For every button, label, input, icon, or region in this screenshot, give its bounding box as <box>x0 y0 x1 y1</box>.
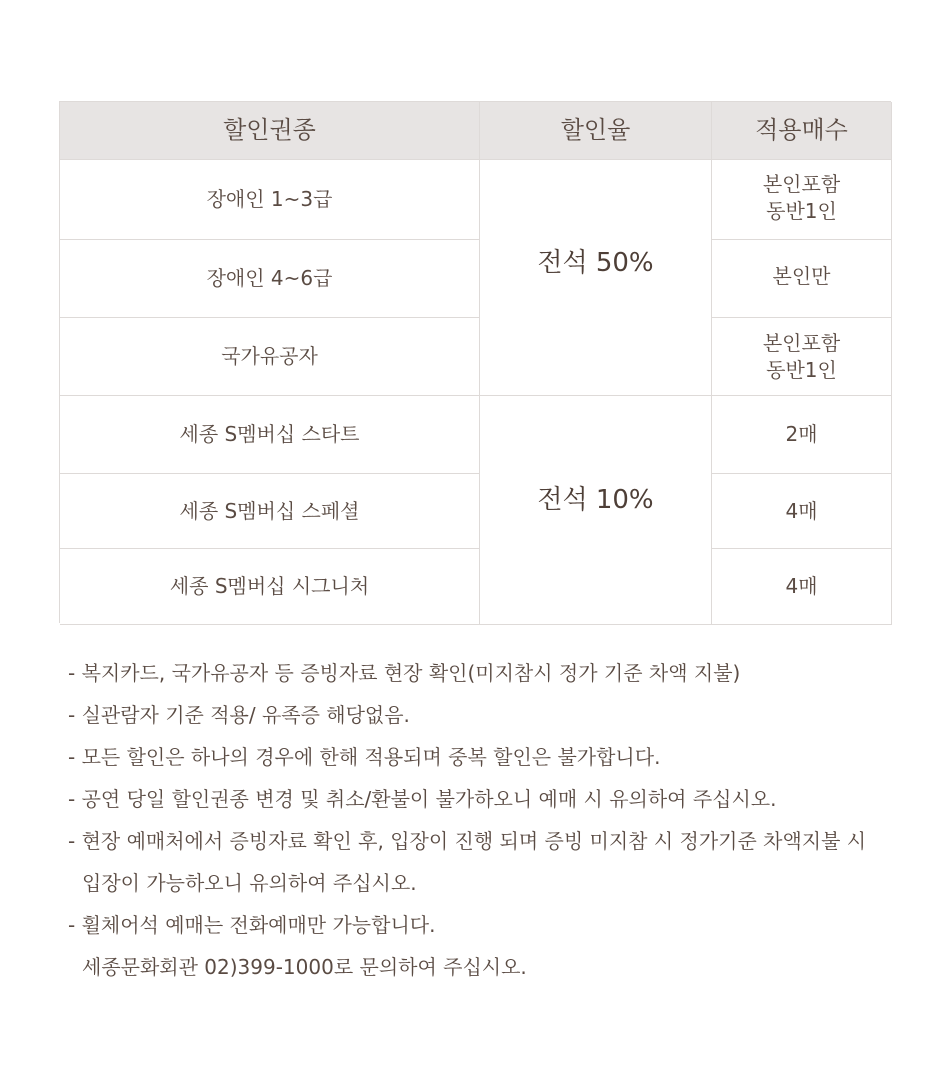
note-text: - 휠체어석 예매는 전화예매만 가능합니다. <box>68 913 436 937</box>
header-ticket-count: 적용매수 <box>712 102 892 160</box>
note-text: - 실관람자 기준 적용/ 유족증 해당없음. <box>68 703 410 727</box>
discount-table <box>59 101 891 623</box>
note-item <box>68 652 928 694</box>
discount-rate-cell: 전석 10% <box>480 396 712 625</box>
ticket-count-cell: 4매 <box>712 549 892 625</box>
note-item <box>68 736 928 778</box>
note-text-continuation: 세종문화회관 02)399-1000로 문의하여 주십시오. <box>82 955 527 979</box>
note-text: - 복지카드, 국가유공자 등 증빙자료 현장 확인(미지참시 정가 기준 차액 지불) <box>68 661 741 685</box>
note-item <box>68 904 928 988</box>
discount-type-cell: 세종 S멤버십 시그니처 <box>60 549 480 625</box>
ticket-count-cell: 4매 <box>712 474 892 549</box>
discount-type-cell: 장애인 4~6급 <box>60 240 480 318</box>
discount-type-cell: 장애인 1~3급 <box>60 160 480 240</box>
ticket-count-cell: 본인포함 동반1인 <box>712 160 892 240</box>
ticket-count-cell: 본인포함 동반1인 <box>712 318 892 396</box>
discount-type-cell: 국가유공자 <box>60 318 480 396</box>
note-text: - 공연 당일 할인권종 변경 및 취소/환불이 불가하오니 예매 시 유의하여 주십시오. <box>68 787 777 811</box>
discount-type-cell: 세종 S멤버십 스페셜 <box>60 474 480 549</box>
note-text: - 현장 예매처에서 증빙자료 확인 후, 입장이 진행 되며 증빙 미지참 시 정가기준 차액지불 시 <box>68 829 867 853</box>
note-item <box>68 820 928 904</box>
discount-type-cell: 세종 S멤버십 스타트 <box>60 396 480 474</box>
header-discount-rate: 할인율 <box>480 102 712 160</box>
ticket-count-cell: 2매 <box>712 396 892 474</box>
notes-list <box>68 652 928 988</box>
note-item <box>68 778 928 820</box>
note-text: - 모든 할인은 하나의 경우에 한해 적용되며 중복 할인은 불가합니다. <box>68 745 661 769</box>
header-discount-type: 할인권종 <box>60 102 480 160</box>
ticket-count-cell: 본인만 <box>712 240 892 318</box>
note-item <box>68 694 928 736</box>
discount-rate-cell: 전석 50% <box>480 160 712 396</box>
note-text-continuation: 입장이 가능하오니 유의하여 주십시오. <box>82 871 417 895</box>
